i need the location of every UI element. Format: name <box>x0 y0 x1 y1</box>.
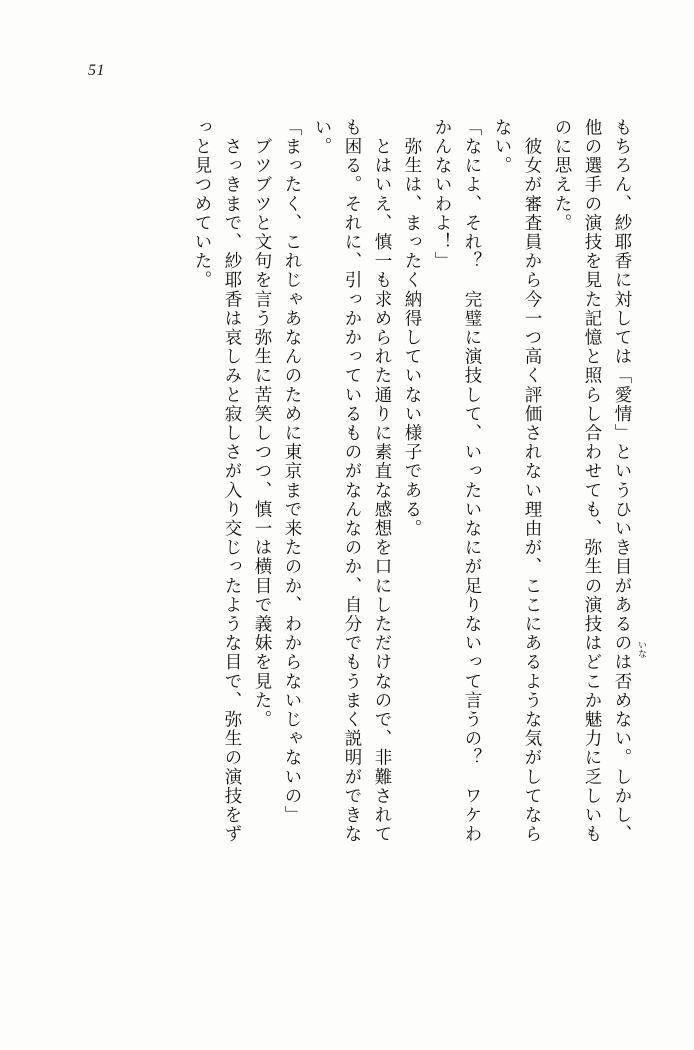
text-column: 「まったく、これじゃあなんのために東京まで来たのか、わからないじゃないの」 <box>282 118 302 825</box>
text-column: ない。 <box>492 118 512 176</box>
text-column: もちろん、紗耶香に対しては「愛情」というひいき目があるのは否めない。しかし、 <box>612 118 632 844</box>
text-column: い。 <box>312 118 332 157</box>
text-column: のに思えた。 <box>552 118 572 233</box>
text-column: とはいえ、慎一も求められた通りに素直な感想を口にしただけなので、非難されて <box>372 118 392 844</box>
text-column: 「なによ、それ？ 完璧に演技して、いったいなにが足りないって言うの？ ワケわ <box>462 118 482 844</box>
text-column: 弥生は、まったく納得していない様子である。 <box>402 118 422 539</box>
vertical-text-block <box>64 118 630 978</box>
text-column: ブツブツと文句を言う弥生に苦笑しつつ、慎一は横目で義妹を見た。 <box>252 118 272 730</box>
text-column: っと見つめていた。 <box>192 118 212 290</box>
text-column: さっきまで、紗耶香は哀しみと寂しさが入り交じったような目で、弥生の演技をず <box>222 118 242 844</box>
text-column: 彼女が審査員から今一つ高く評価されない理由が、ここにあるような気がしてなら <box>522 118 542 844</box>
text-column: かんないわよ！」 <box>432 118 452 271</box>
page-number: 51 <box>88 62 105 79</box>
ruby-annotation-ina: いな <box>637 640 647 658</box>
text-column: も困る。それに、引っかかっているものがなんなのか、自分でもうまく説明ができな <box>342 118 362 844</box>
text-column: 他の選手の演技を見た記憶と照らし合わせても、弥生の演技はどこか魅力に乏しいも <box>582 118 602 844</box>
